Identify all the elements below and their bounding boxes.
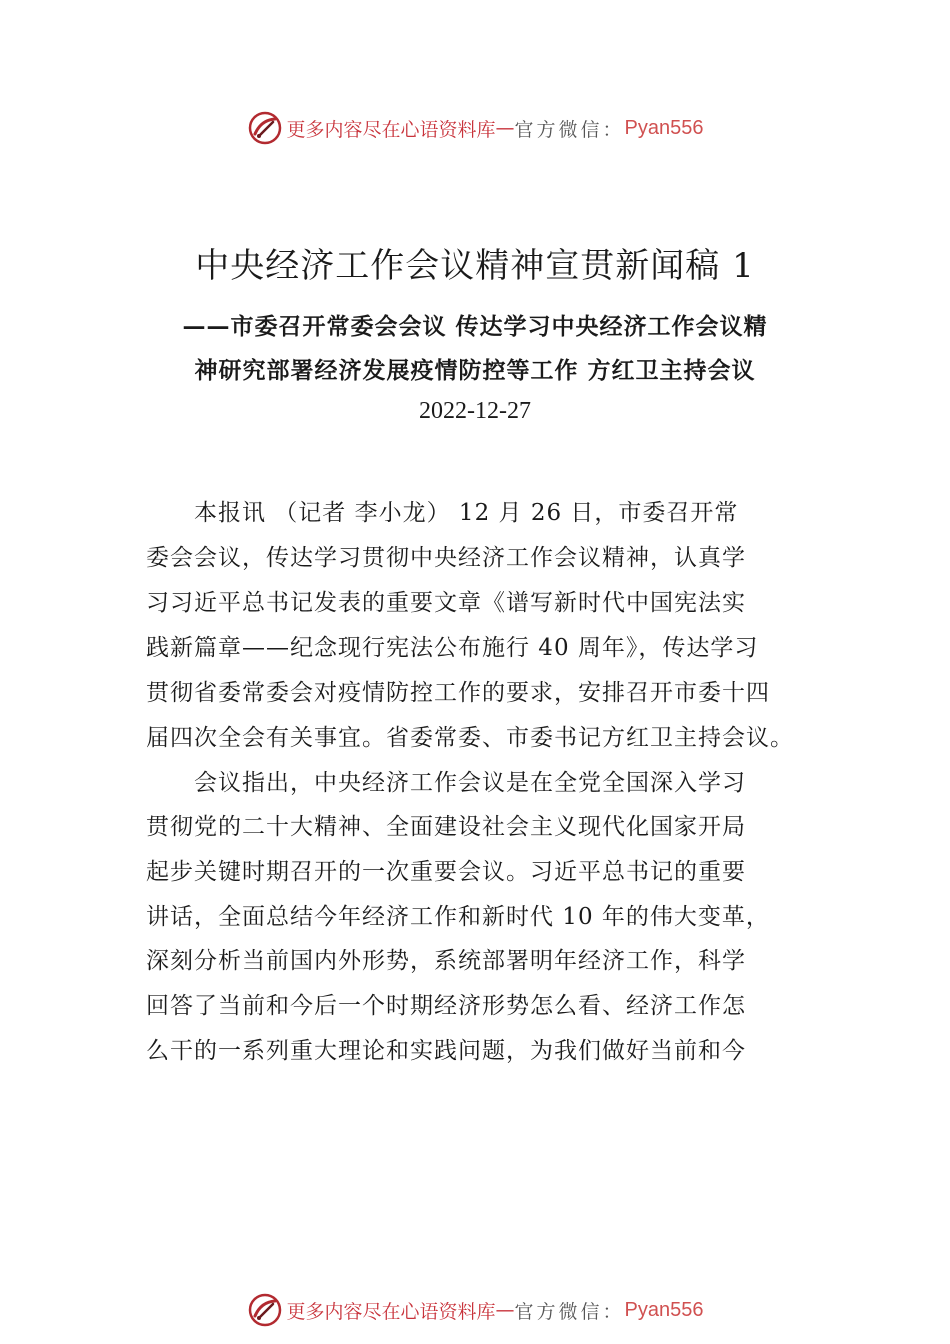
watermark-handle: Pyan556 (624, 116, 704, 139)
pen-logo-icon (247, 1292, 283, 1328)
watermark-label: 官方微信： (514, 1300, 625, 1323)
watermark-label: 官方微信： (514, 118, 625, 141)
document-subtitle-line-1: ——市委召开常委会会议 传达学习中央经济工作会议精 (182, 313, 768, 340)
watermark-dash: — (495, 1299, 515, 1321)
body-line: 贯彻党的二十大精神、全面建设社会主义现代化国家开局 (146, 814, 746, 840)
document-date: 2022-12-27 (419, 398, 531, 424)
body-line: 习习近平总书记发表的重要文章《谱写新时代中国宪法实 (146, 590, 746, 616)
body-line: 讲话，全面总结今年经济工作和新时代 10 年的伟大变革， (146, 904, 770, 930)
body-line: 本报讯 （记者 李小龙） 12 月 26 日，市委召开常 (146, 500, 739, 526)
watermark-text: 更多内容尽在心语资料库 (286, 118, 496, 141)
body-line: 届四次全会有关事宜。省委常委、市委书记方红卫主持会议。 (146, 725, 794, 751)
watermark-handle: Pyan556 (624, 1298, 704, 1321)
body-line: 会议指出，中央经济工作会议是在全党全国深入学习 (146, 770, 746, 796)
body-line: 践新篇章——纪念现行宪法公布施行 40 周年》，传达学习 (146, 635, 759, 661)
watermark-dash: — (495, 117, 515, 139)
footer-watermark (0, 1290, 950, 1330)
body-line: 回答了当前和今后一个时期经济形势怎么看、经济工作怎 (146, 993, 746, 1019)
document-title: 中央经济工作会议精神宣贯新闻稿 1 (195, 246, 755, 286)
document-subtitle-line-2: 神研究部署经济发展疫情防控等工作 方红卫主持会议 (194, 357, 756, 384)
body-line: 么干的一系列重大理论和实践问题，为我们做好当前和今 (146, 1038, 746, 1064)
body-line: 贯彻省委常委会对疫情防控工作的要求，安排召开市委十四 (146, 680, 770, 706)
watermark-text: 更多内容尽在心语资料库 (286, 1300, 496, 1323)
body-line: 委会会议，传达学习贯彻中央经济工作会议精神，认真学 (146, 545, 746, 571)
pen-logo-icon (247, 110, 283, 146)
body-line: 深刻分析当前国内外形势，系统部署明年经济工作，科学 (146, 948, 746, 974)
header-watermark (0, 108, 950, 148)
body-line: 起步关键时期召开的一次重要会议。习近平总书记的重要 (146, 859, 746, 885)
